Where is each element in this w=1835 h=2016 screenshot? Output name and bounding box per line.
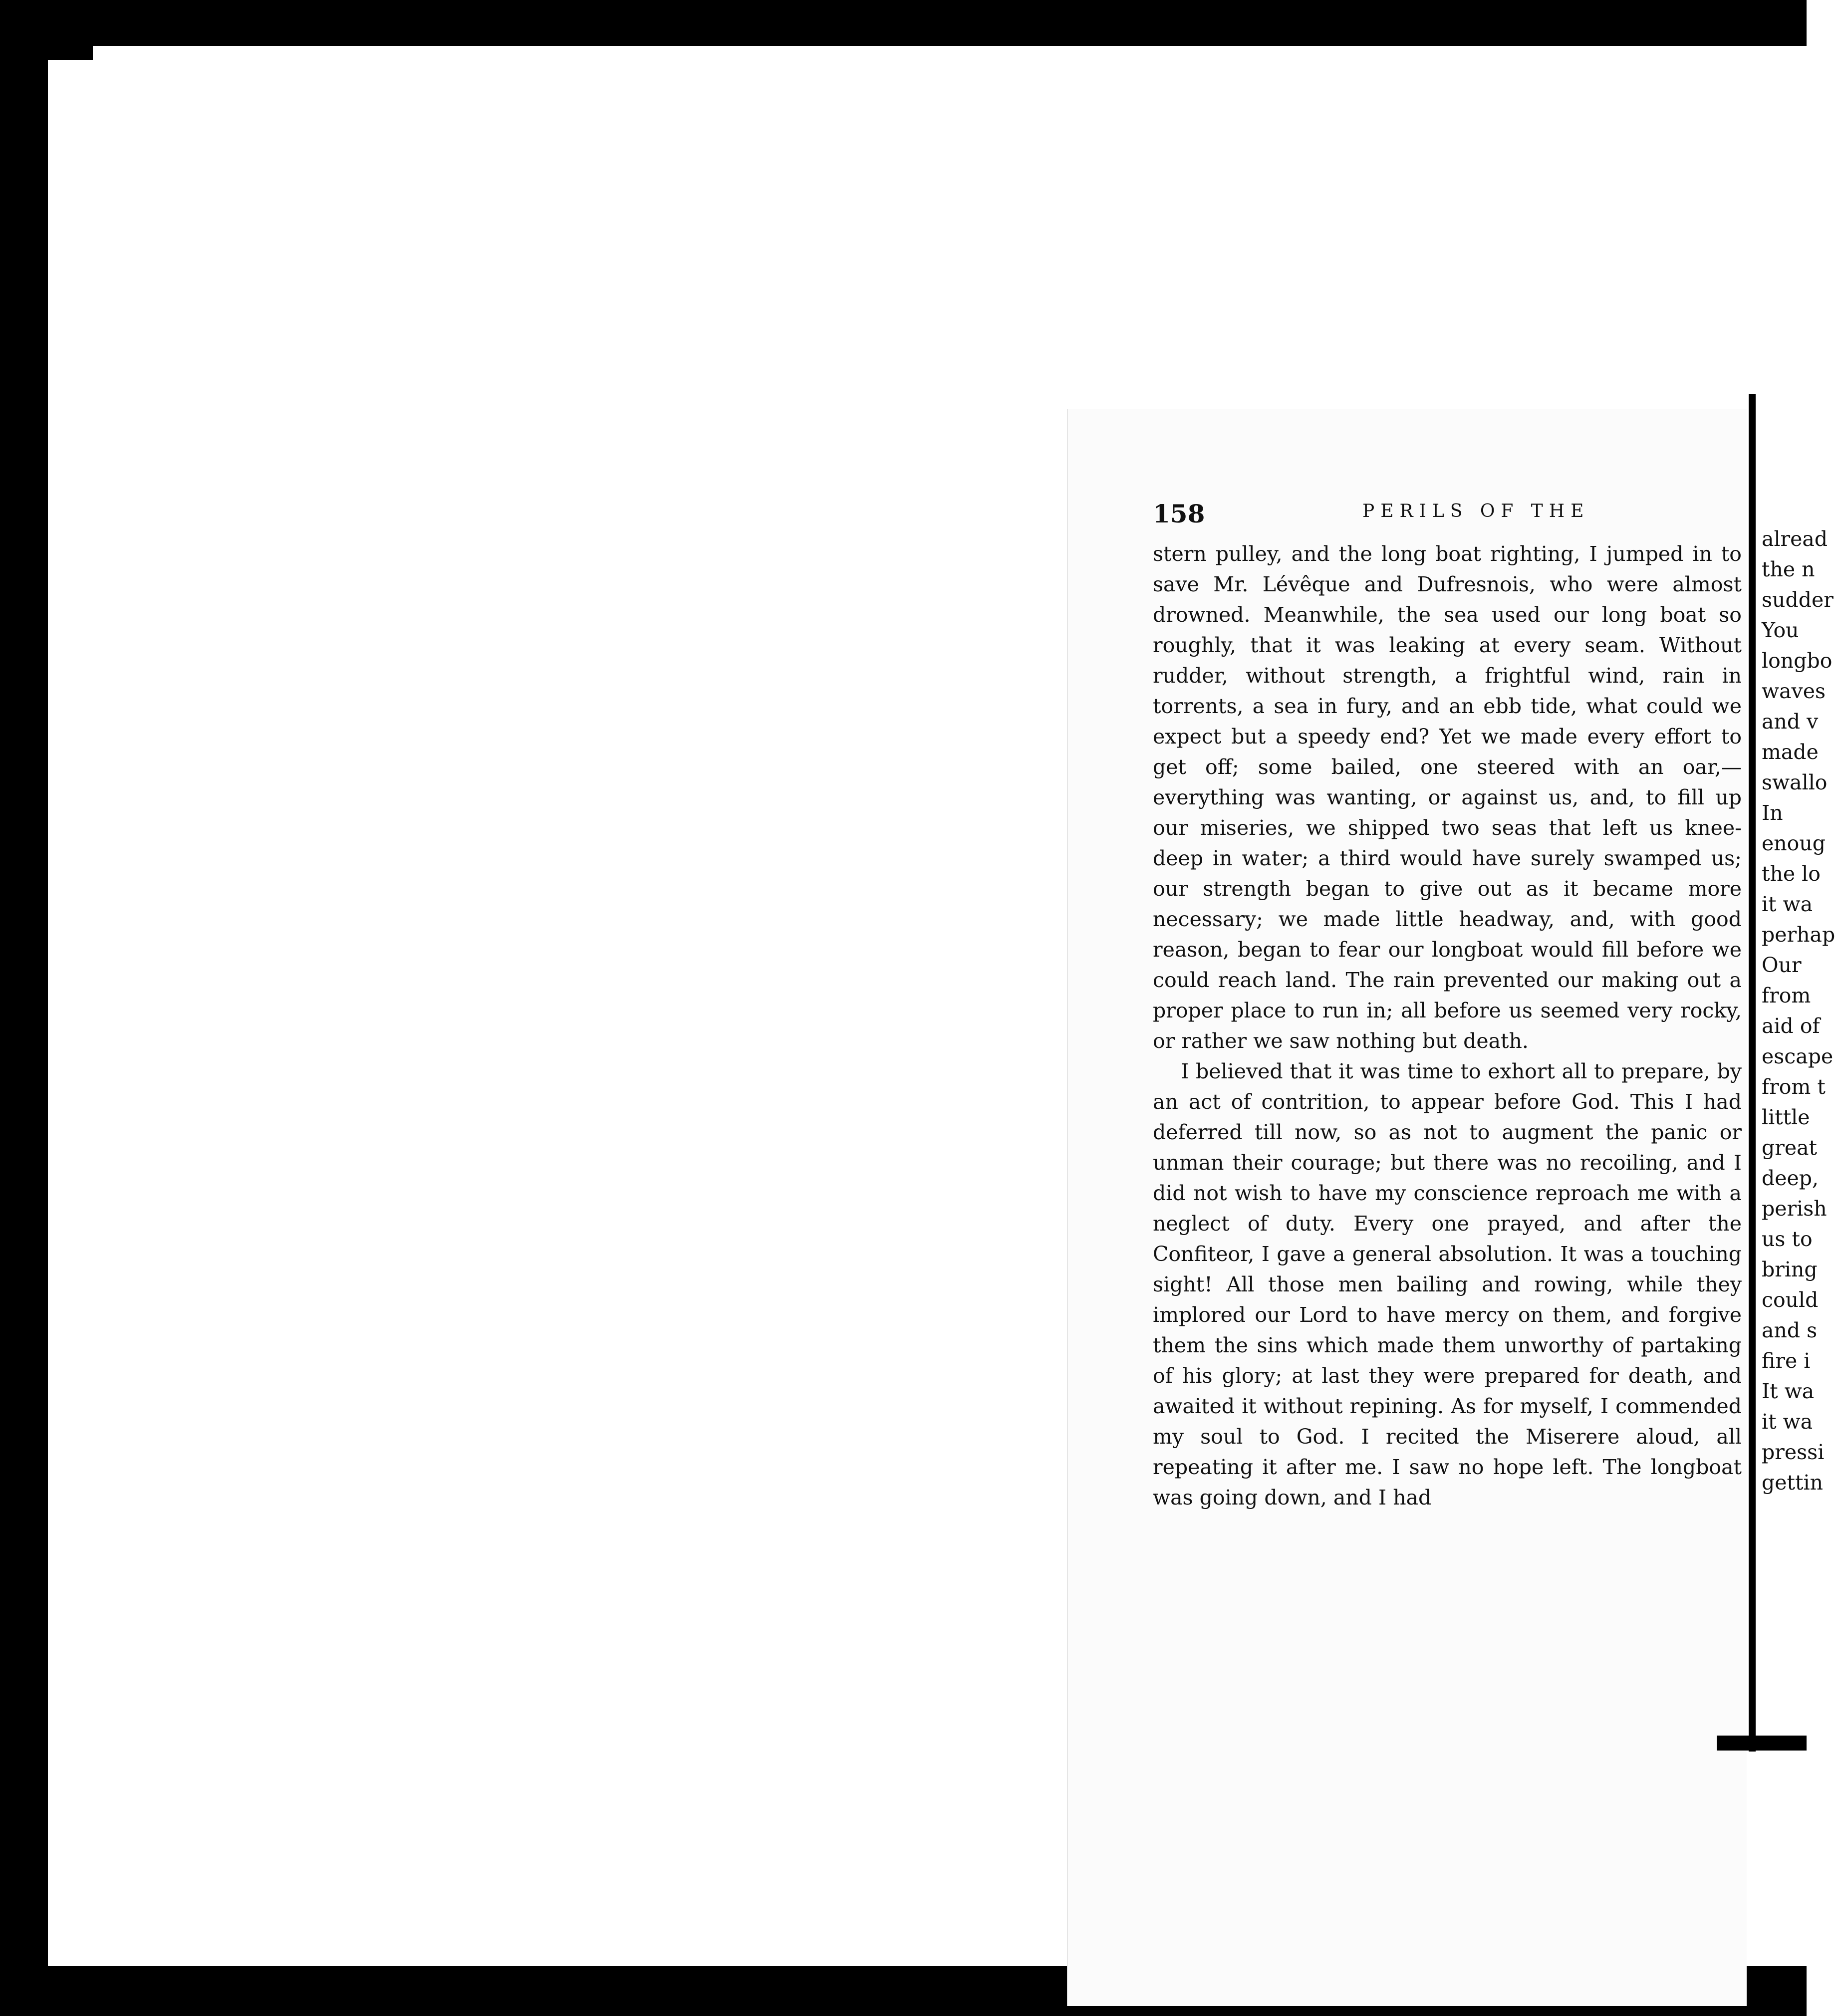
line-fragment: from <box>1762 984 1811 1008</box>
line-fragment: and s <box>1762 1318 1818 1342</box>
paragraph: I believed that it was time to exhort all to prepare, by an act of contrition, to appear before God. This I had deferred till now, so as not to augment the panic or unman their courage; but there was no recoiling, and I did not wish to have my conscience reproach me with a neglect of duty. Every one prayed, and after the Confiteor, I gave a general absolution. It was a touching sight! All those men bailing and rowing, while they implored our Lord to have mercy on them, and forgive them the sins which made them unworthy of partaking of his glory; at last they were prepared for death, and awaited it without repining. As for myself, I commended my soul to God. I recited the Miserere aloud, all repeating it after me. I saw no hope left. The longboat was going down, and I had <box>1153 1059 1742 1510</box>
line-fragment: made <box>1762 740 1819 764</box>
line-fragment: You <box>1762 618 1799 642</box>
line-fragment: Our <box>1762 953 1802 977</box>
line-fragment: deep, <box>1762 1166 1819 1190</box>
scan-border-left-inner <box>48 60 93 1971</box>
running-head: PERILS OF THE <box>1362 501 1590 521</box>
body-text <box>1153 539 1742 1513</box>
line-fragment: pressi <box>1762 1440 1825 1464</box>
line-fragment: it wa <box>1762 892 1813 916</box>
line-fragment: longbo <box>1762 649 1833 673</box>
line-fragment: escape <box>1762 1044 1834 1068</box>
line-fragment: fire i <box>1762 1349 1811 1373</box>
line-fragment: In <box>1762 801 1783 825</box>
paragraph: stern pulley, and the long boat righting, I jumped in to save Mr. Lévêque and Dufresnois, who were almost drowned. Meanwhile, the sea used our long boat so roughly, that it was leaking at every seam. Without rudder, without strength, a frightful wind, rain in torrents, a sea in fury, and an ebb tide, what could we expect but a speedy end? Yet we made every effort to get off; some bailed, one steered with an oar,—everything was wanting, or against us, and, to fill up our miseries, we shipped two seas that left us knee-deep in water; a third would have surely swamped us; our strength began to give out as it became more necessary; we made little headway, and, with good reason, began to fear our longboat would fill before we could reach land. The rain prevented our making out a proper place to run in; all before us seemed very rocky, or rather we saw nothing but death. <box>1153 542 1742 1053</box>
line-fragment: and v <box>1762 710 1819 734</box>
scan-border-top <box>0 0 1807 46</box>
line-fragment: bring <box>1762 1258 1818 1281</box>
line-fragment: sudder <box>1762 588 1834 612</box>
line-fragment: swallo <box>1762 770 1828 794</box>
line-fragment: gettin <box>1762 1471 1823 1495</box>
line-fragment: waves <box>1762 679 1826 703</box>
line-fragment: enoug <box>1762 831 1826 855</box>
facing-page-fragment <box>1762 524 1835 1722</box>
line-fragment: from t <box>1762 1075 1826 1099</box>
line-fragment: perish <box>1762 1197 1827 1221</box>
line-fragment: could <box>1762 1288 1819 1312</box>
line-fragment: us to <box>1762 1227 1813 1251</box>
line-fragment: perhap <box>1762 923 1835 947</box>
page-header <box>1153 499 1742 534</box>
line-fragment: It wa <box>1762 1379 1815 1403</box>
line-fragment: alread <box>1762 527 1828 551</box>
line-fragment: great <box>1762 1136 1818 1160</box>
line-fragment: the lo <box>1762 862 1821 886</box>
page-number: 158 <box>1153 499 1205 528</box>
line-fragment: aid of <box>1762 1014 1820 1038</box>
book-gutter <box>1749 394 1756 1752</box>
line-fragment: the n <box>1762 557 1815 581</box>
book-gutter-foot <box>1717 1736 1807 1751</box>
line-fragment: it wa <box>1762 1410 1813 1434</box>
line-fragment: little <box>1762 1105 1810 1129</box>
